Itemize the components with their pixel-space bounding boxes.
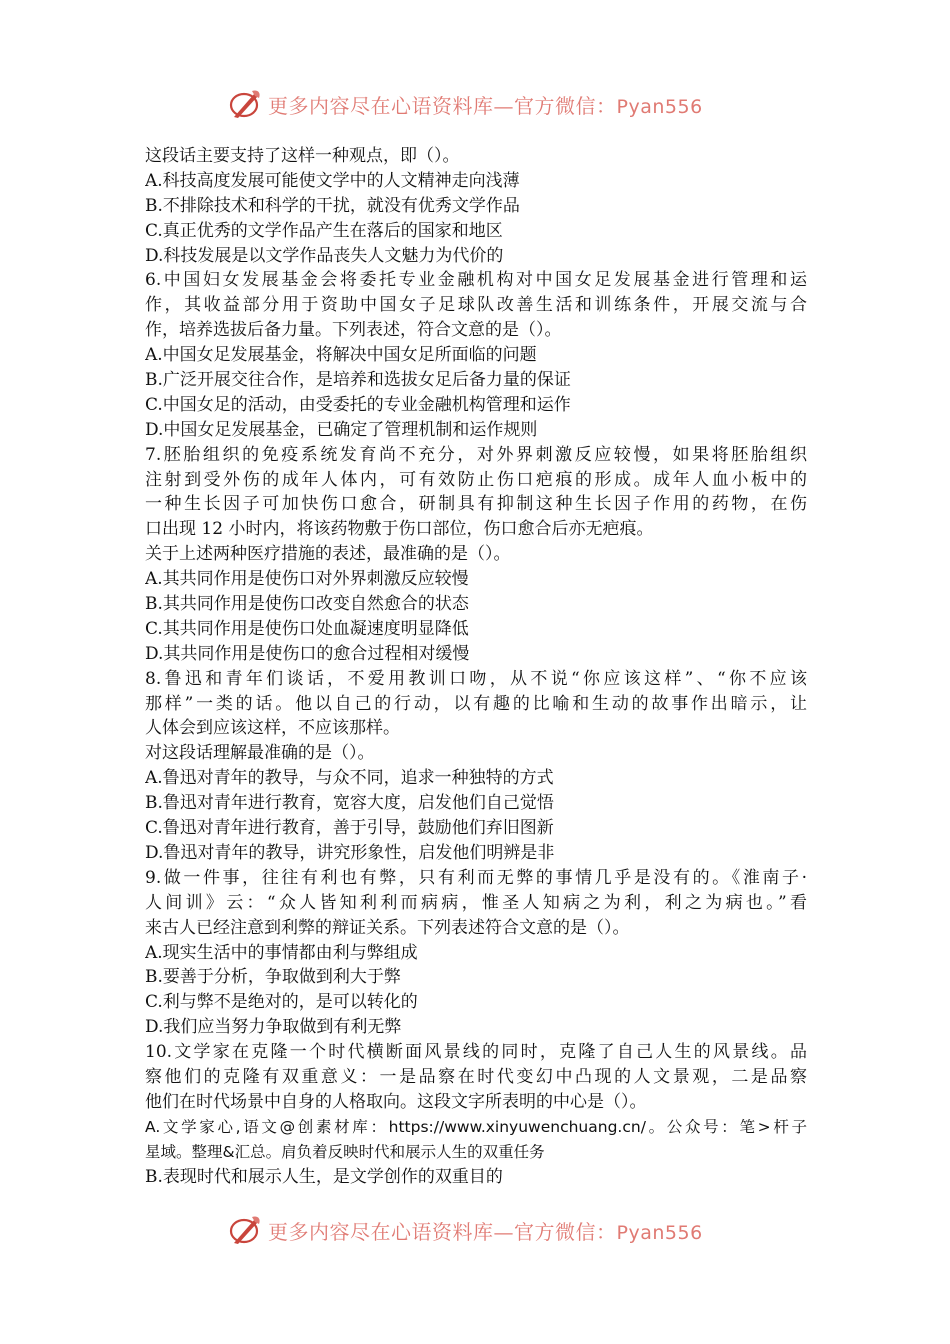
text-line: A.其共同作用是使伤口对外界刺激反应较慢 [145,569,469,590]
text-line: 作，培养选拔后备力量。下列表述，符合文意的是（）。 [145,320,562,341]
text-line: C.利与弊不是绝对的，是可以转化的 [145,992,418,1013]
text-line: 9.做一件事，往往有利也有弊，只有利而无弊的事情几乎是没有的。《淮南子· [145,867,807,888]
text-line: 他们在时代场景中自身的人格取向。这段文字所表明的中心是（）。 [145,1091,647,1112]
text-line: D.鲁迅对青年的教导，讲究形象性，启发他们明辨是非 [145,842,555,863]
text-line: D.我们应当努力争取做到有利无弊 [145,1017,402,1038]
text-line: B.要善于分析，争取做到利大于弊 [145,967,401,988]
text-line: 10.文学家在克隆一个时代横断面风景线的同时，克隆了自己人生的风景线。品 [145,1042,807,1063]
text-line: 那样”一类的话。他以自己的行动，以有趣的比喻和生动的故事作出暗示，让 [145,693,807,714]
text-line: A.科技高度发展可能使文学中的人文精神走向浅薄 [145,170,520,191]
text-line: A.现实生活中的事情都由利与弊组成 [145,942,418,963]
quill-pen-logo-icon [228,87,262,121]
text-line: C.其共同作用是使伤口处血凝速度明显降低 [145,618,469,639]
text-line: 这段话主要支持了这样一种观点，即（）。 [145,146,460,166]
banner-text: 更多内容尽在心语资料库—官方微信：Pyan556 [268,1219,703,1244]
text-line: 察他们的克隆有双重意义：一是品察在时代变幻中凸现的人文景观，二是品察 [145,1066,807,1087]
text-line: 人体会到应该这样，不应该那样。 [145,718,400,739]
text-line: D.科技发展是以文学作品丧失人文魅力为代价的 [145,245,504,266]
text-line: 星域。整理&汇总。肩负着反映时代和展示人生的双重任务 [145,1142,545,1161]
text-line: 7.胚胎组织的免疫系统发育尚不充分，对外界刺激反应较慢，如果将胚胎组织 [145,444,807,465]
text-line: 对这段话理解最准确的是（）。 [145,743,375,764]
wechat-id: Pyan556 [616,95,703,118]
text-line: 作，其收益部分用于资助中国女子足球队改善生活和训练条件，开展交流与合 [145,295,807,316]
text-line: A.文学家心,语文@创素材库：https://www.xinyuwenchuang.cn/。公众号：笔>杆子 [145,1117,807,1136]
text-line: 人间训》云：“众人皆知利利而病病，惟圣人知病之为利，利之为病也。”看 [145,892,807,913]
banner-text: 更多内容尽在心语资料库—官方微信：Pyan556 [268,93,703,118]
text-line: 6.中国妇女发展基金会将委托专业金融机构对中国女足发展基金进行管理和运 [145,270,807,291]
text-line: A.中国女足发展基金，将解决中国女足所面临的问题 [145,345,537,366]
text-line: 注射到受外伤的成年人体内，可有效防止伤口疤痕的形成。成年人血小板中的 [145,469,807,490]
text-line: C.鲁迅对青年进行教育，善于引导，鼓励他们弃旧图新 [145,818,554,839]
text-line: A.鲁迅对青年的教导，与众不同，追求一种独特的方式 [145,768,554,789]
text-line: 一种生长因子可加快伤口愈合，研制具有抑制这种生长因子作用的药物，在伤 [145,494,807,515]
footer-watermark-banner [228,1212,748,1248]
quill-pen-logo-icon [228,1213,262,1247]
text-line: C.真正优秀的文学作品产生在落后的国家和地区 [145,220,503,241]
text-line: B.广泛开展交往合作，是培养和选拔女足后备力量的保证 [145,370,571,391]
text-line: D.其共同作用是使伤口的愈合过程相对缓慢 [145,643,470,664]
text-line: 来古人已经注意到利弊的辩证关系。下列表述符合文意的是（）。 [145,917,630,938]
text-line: C.中国女足的活动，由受委托的专业金融机构管理和运作 [145,394,571,415]
text-line: B.其共同作用是使伤口改变自然愈合的状态 [145,594,469,615]
text-line: B.不排除技术和科学的干扰，就没有优秀文学作品 [145,195,520,216]
text-line: 8.鲁迅和青年们谈话，不爱用教训口吻，从不说“你应该这样”、“你不应该 [145,668,807,689]
document-body [145,144,807,1189]
text-line: 口出现 12 小时内，将该药物敷于伤口部位，伤口愈合后亦无疤痕。 [145,519,654,540]
text-line: B.鲁迅对青年进行教育，宽容大度，启发他们自己觉悟 [145,793,554,814]
text-line: B.表现时代和展示人生，是文学创作的双重目的 [145,1166,503,1187]
text-line: 关于上述两种医疗措施的表述，最准确的是（）。 [145,544,511,565]
wechat-id: Pyan556 [616,1221,703,1244]
header-watermark-banner [228,86,748,122]
text-line: D.中国女足发展基金，已确定了管理机制和运作规则 [145,419,538,440]
